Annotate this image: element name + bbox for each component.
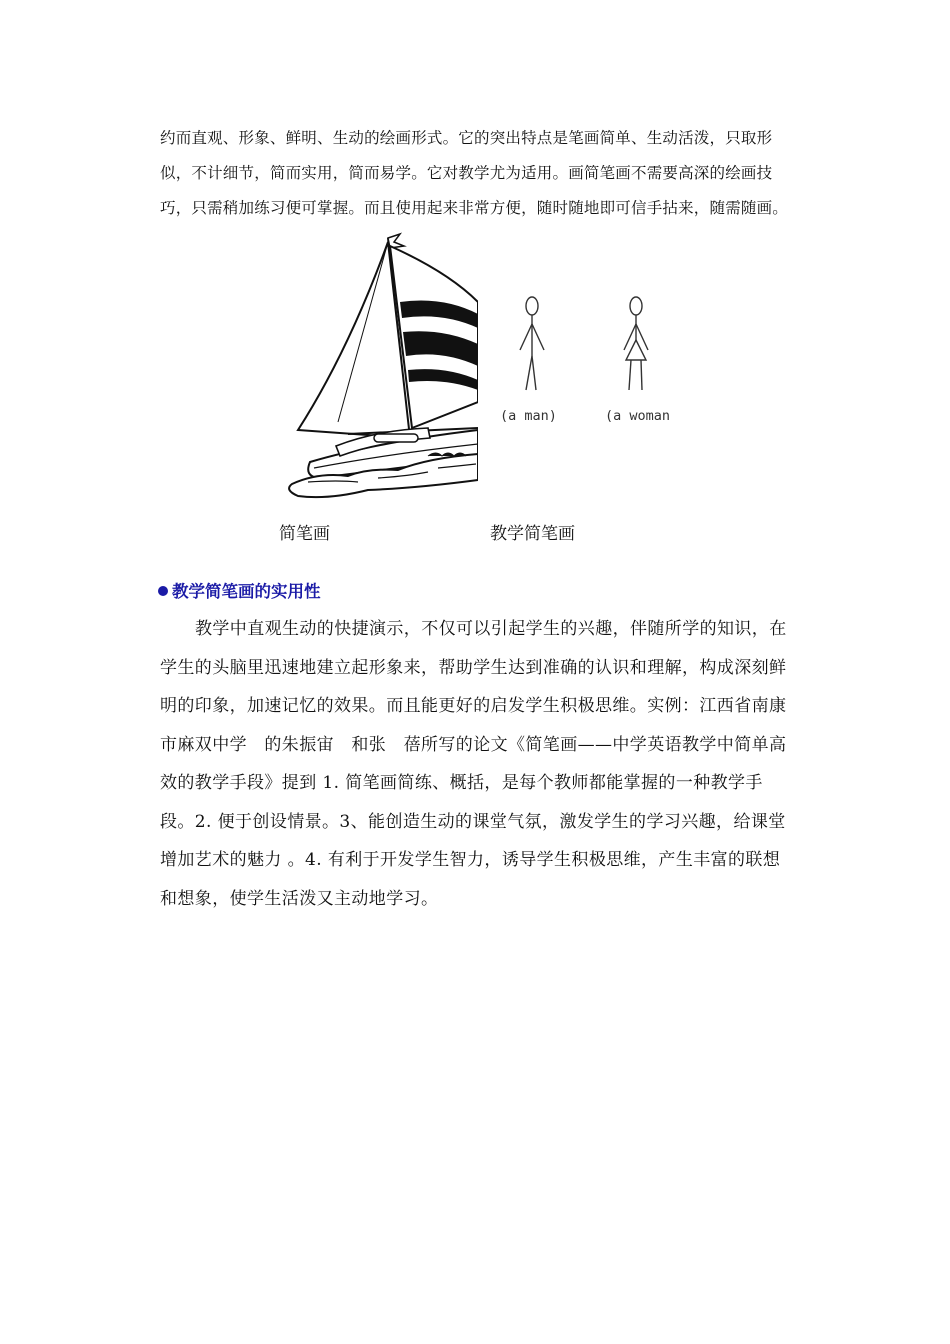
section-heading-text: 教学简笔画的实用性 <box>172 582 321 601</box>
stick-man-drawing <box>510 294 554 394</box>
intro-paragraph: 约而直观、形象、鲜明、生动的绘画形式。它的突出特点是笔画简单、生动活泼，只取形似，不计细节，简而实用，简而易学。它对教学尤为适用。画简笔画不需要高深的绘画技巧，只需稍加练习便可掌握。而且使用起来非常方便，随时随地即可信手拈来，随需随画。 <box>160 129 789 217</box>
woman-label: (a woman <box>605 408 671 424</box>
illustration-figure <box>270 232 690 562</box>
section-heading <box>158 578 321 602</box>
sailboat-drawing <box>278 232 478 504</box>
stick-woman-drawing <box>614 294 658 394</box>
caption-teaching-sketch: 教学简笔画 <box>490 524 575 544</box>
caption-sketch: 简笔画 <box>279 524 330 544</box>
bullet-icon <box>158 586 168 596</box>
section-paragraph: 教学中直观生动的快捷演示，不仅可以引起学生的兴趣，伴随所学的知识，在学生的头脑里迅速地建立起形象来，帮助学生达到准确的认识和理解，构成深刻鲜明的印象，加速记忆的效果。而且能更好的启发学生积极思维。实例：江西省南康市麻双中学 的朱振宙 和张 蓓所写的论文《简笔画——中学英语教学中简单高效的教学手段》提到 1. 简笔画简练、概括，是每个教师都能掌握的一种教学手段。2. 便于创设情景。3、能创造生动的课堂气氛，激发学生的学习兴趣，给课堂增加艺术的魅力 。4. 有利于开发学生智力，诱导学生积极思维，产生丰富的联想和想象，使学生活泼又主动地学习。 <box>160 619 787 909</box>
man-label: (a man) <box>500 408 557 424</box>
